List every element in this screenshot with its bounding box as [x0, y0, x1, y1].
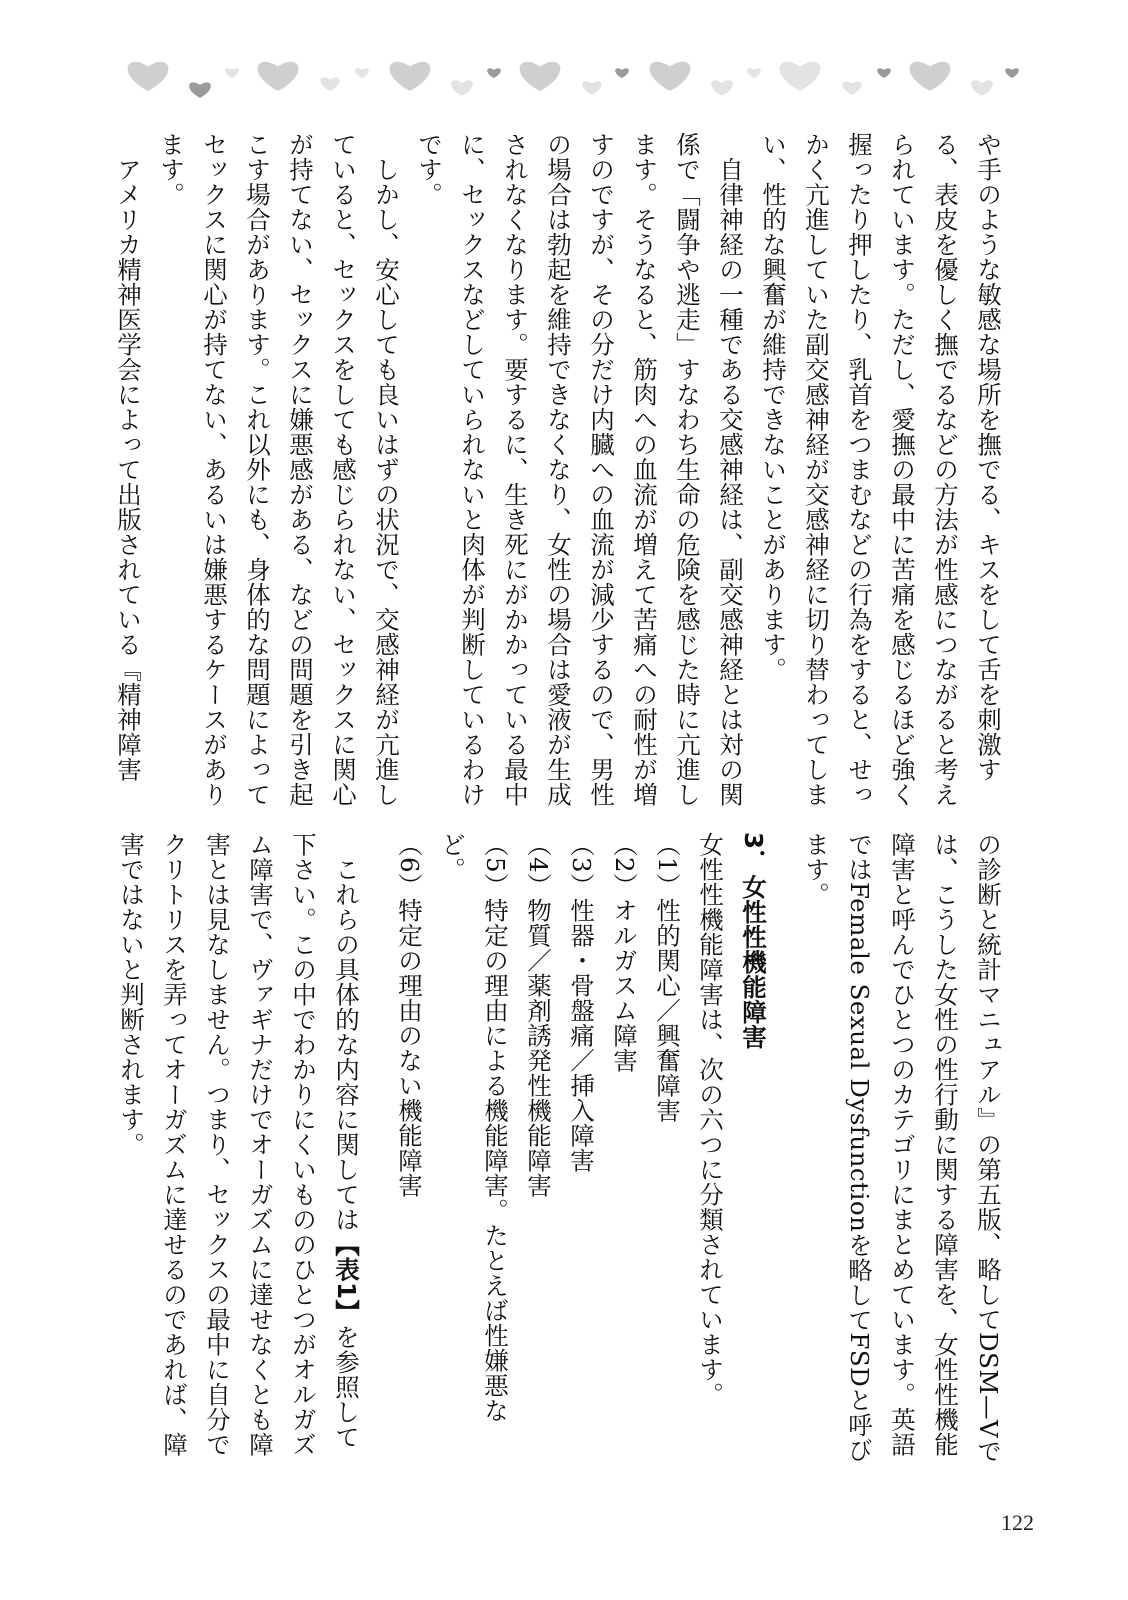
paragraph: しかし、安心しても良いはずの状況で、交感神経が亢進していると、セックスをしても感じられない、セックスに関心が持てない、セックスに嫌悪感がある、などの問題を引き起こす場合があります。これ以外にも、身体的な問題によってセックスに関心が持てない、あるいは嫌悪するケースがあります。	[157, 132, 401, 807]
paragraph: 自律神経の一種である交感神経は、副交感神経とは対の関係で「闘争や逃走」すなわち生命の危険を感じた時に亢進します。そうなると、筋肉への血流が増えて苦痛への耐性が増すのですが、その分だけ内臓への血流が減少するので、男性の場合は勃起を維持できなくなり、女性の場合は愛液が生成されなくなります。要するに、生き死にがかかっている最中に、セックスなどしていられないと肉体が判断しているわけです。	[415, 132, 745, 807]
spacer	[368, 832, 388, 1472]
list-item: （3）性器・骨盤痛／挿入障害	[567, 832, 596, 1174]
section-lead: 女性性機能障害は、次の六つに分類されています。	[696, 832, 725, 1407]
heart-icon	[877, 68, 891, 78]
list-item: （2）オルガスム障害	[610, 832, 639, 1074]
heart-icon	[225, 68, 239, 78]
heart-icon	[451, 80, 473, 96]
paragraph: や手のような敏感な場所を撫でる、キスをして舌を刺激する、表皮を優しく撫でるなどの方法が性感につながると考えられています。ただし、愛撫の最中に苦痛を感じるほど強く握ったり押したり、乳首をつまむなどの行為をすると、せっかく亢進していた副交感神経が交感神経に切り替わってしまい、性的な興奮が維持できないことがあります。	[759, 132, 1003, 807]
spacer	[775, 832, 795, 1472]
upper-text-block	[10, 132, 1010, 808]
paragraph: アメリカ精神医学会によって出版されている『精神障害	[114, 156, 143, 782]
heart-icon	[355, 68, 369, 78]
list-item: （6）特定の理由のない機能障害	[395, 832, 424, 1199]
heart-icon	[842, 81, 861, 95]
list-item: （4）物質／薬剤誘発性機能障害	[524, 832, 553, 1199]
heart-icon	[128, 62, 169, 91]
heart-icon	[1005, 68, 1019, 78]
heart-icon	[320, 77, 339, 91]
heart-icon	[582, 81, 601, 95]
heart-icon	[711, 80, 733, 96]
heart-icon	[258, 62, 299, 91]
heart-icon	[971, 80, 993, 96]
heart-icon	[390, 62, 431, 91]
table-reference: 【表1】	[332, 1231, 361, 1325]
heart-icon	[615, 68, 629, 78]
section-heading: 3．女性性機能障害	[739, 832, 768, 1050]
heart-icon	[189, 82, 211, 98]
paragraph	[110, 832, 368, 1472]
list-item: （1）性的関心／興奮障害	[653, 832, 682, 1124]
text-span: これらの具体的な内容に関しては	[332, 856, 361, 1232]
paragraph: の診断と統計マニュアル』の第五版、略してDSM—Vでは、こうした女性の性行動に関する障害を、女性性機能障害と呼んでひとつのカテゴリにまとめています。英語ではFemale Sexual Dysfunctionを略してFSDと呼びます。	[802, 832, 1003, 1464]
page-number: 122	[1001, 1510, 1034, 1535]
lower-text-block	[10, 832, 1010, 1472]
heart-icon	[780, 62, 821, 91]
heart-icon	[520, 62, 561, 91]
heart-icon	[650, 62, 691, 91]
hearts-border-decoration	[0, 40, 1128, 120]
list-item: （5）特定の理由による機能障害。たとえば性嫌悪など。	[438, 832, 510, 1424]
heart-icon	[747, 68, 761, 78]
heart-icon	[487, 68, 501, 78]
heart-icon	[910, 62, 951, 91]
text-span: を参照して下さい。この中でわかりにくいもののひとつがオルガズム障害で、ヴァギナだけでオーガズムに達せなくとも障害とは見なしません。つまり、セックスの最中に自分でクリトリスを弄ってオーガズムに達せるのであれば、障害ではないと判断されます。	[117, 832, 361, 1457]
